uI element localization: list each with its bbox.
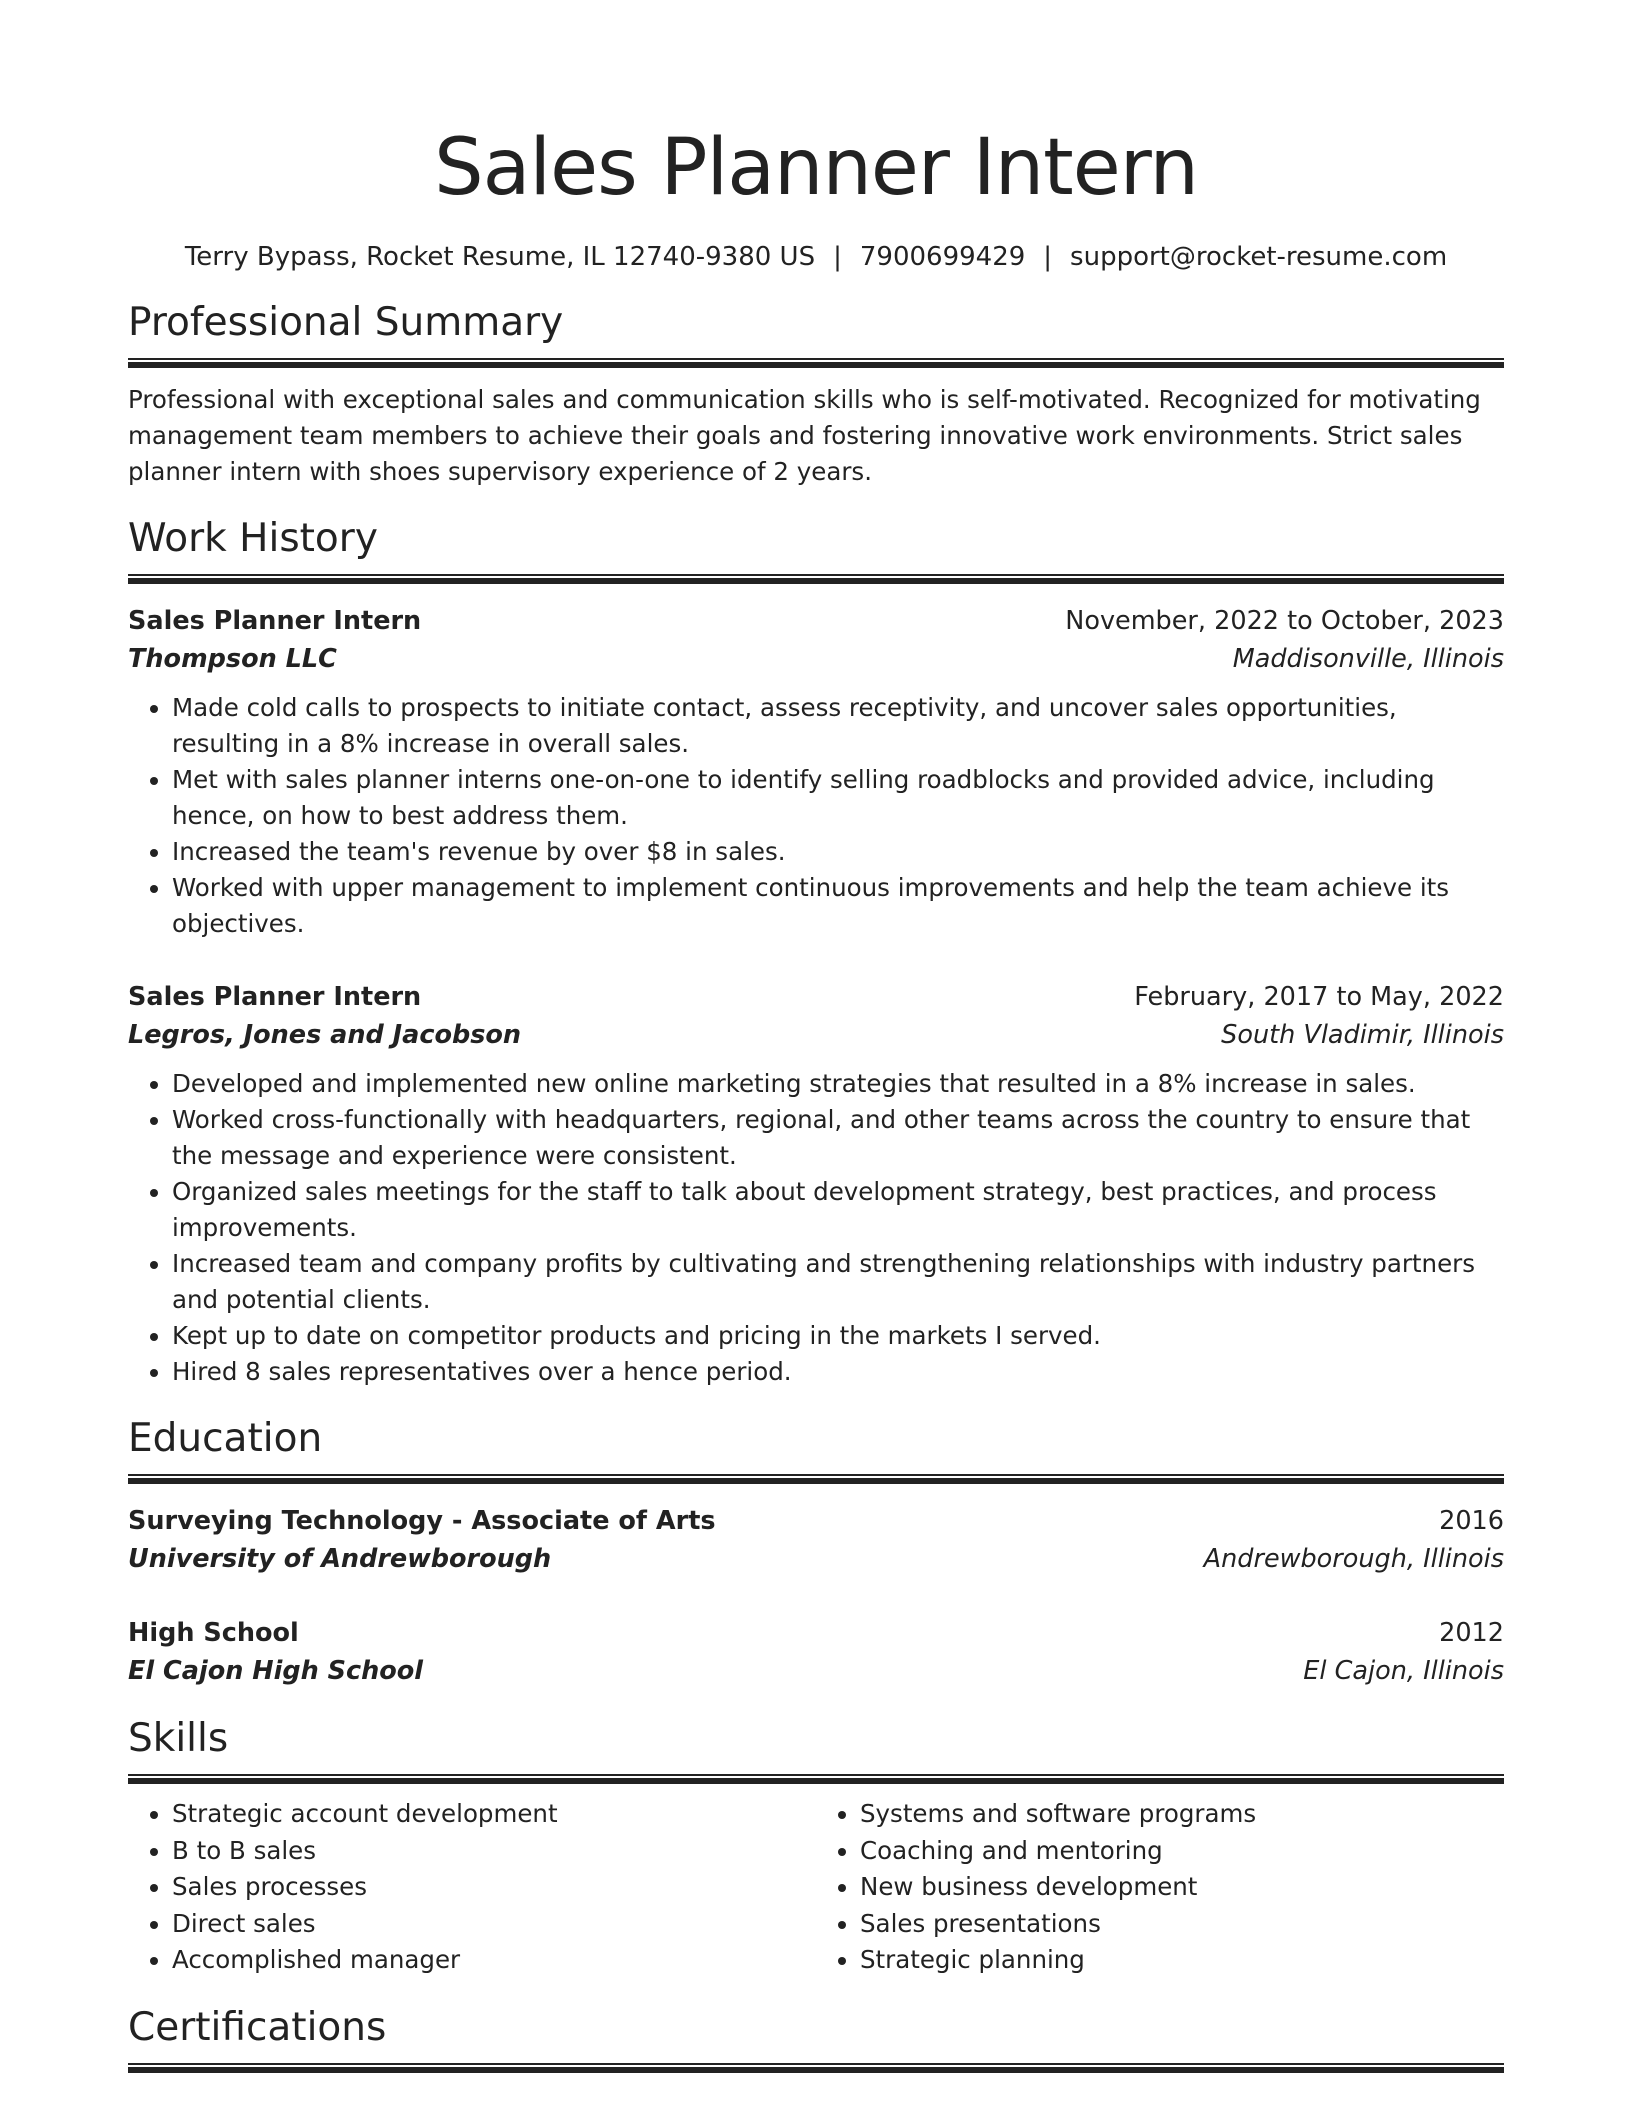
- section-divider: [128, 1774, 1504, 1784]
- contact-email: support@rocket-resume.com: [1070, 242, 1448, 272]
- certifications-section: [128, 1979, 1504, 2073]
- education-entry: [128, 1502, 1504, 1578]
- job-bullet: • Organized sales meetings for the staff to talk about development strategy, best practices, and process improvements.: [172, 1174, 1504, 1246]
- skill-item: • Sales processes: [172, 1869, 816, 1906]
- job-bullet: • Increased team and company profits by cultivating and strengthening relationships with industry partners and potential clients.: [172, 1246, 1504, 1318]
- job-bullet: • Hired 8 sales representatives over a hence period.: [172, 1354, 1504, 1390]
- education-degree: Surveying Technology - Associate of Arts: [128, 1506, 716, 1536]
- skills-columns: [128, 1796, 1504, 1979]
- contact-line: [128, 240, 1504, 274]
- skill-item: • B to B sales: [172, 1833, 816, 1870]
- skill-item: • Coaching and mentoring: [860, 1833, 1504, 1870]
- skill-item: • Strategic planning: [860, 1942, 1504, 1979]
- contact-address: Terry Bypass, Rocket Resume, IL 12740-9380 US: [184, 242, 816, 272]
- section-divider: [128, 574, 1504, 584]
- job-bullet-list: [128, 690, 1504, 942]
- education-school: El Cajon High School: [128, 1656, 424, 1686]
- job-bullet-list: [128, 1066, 1504, 1390]
- job-bullet: • Met with sales planner interns one-on-one to identify selling roadblocks and provided advice, including hence, on how to best address them.: [172, 762, 1504, 834]
- job-dates: February, 2017 to May, 2022: [1134, 982, 1504, 1012]
- job-bullet: • Worked with upper management to implement continuous improvements and help the team achieve its objectives.: [172, 870, 1504, 942]
- skill-item: • Accomplished manager: [172, 1942, 816, 1979]
- skill-item: • Sales presentations: [860, 1906, 1504, 1943]
- skills-heading: Skills: [128, 1716, 229, 1761]
- skill-item: • Strategic account development: [172, 1796, 816, 1833]
- summary-section: [128, 274, 1504, 490]
- education-year: 2016: [1439, 1506, 1504, 1536]
- job-bullet: • Worked cross-functionally with headquarters, regional, and other teams across the country to ensure that the message and experience were consistent.: [172, 1102, 1504, 1174]
- education-location: Andrewborough, Illinois: [1203, 1544, 1504, 1574]
- job-bullet: • Made cold calls to prospects to initiate contact, assess receptivity, and uncover sales opportunities, resulting in a 8% increase in overall sales.: [172, 690, 1504, 762]
- education-entry: [128, 1614, 1504, 1690]
- education-school: University of Andrewborough: [128, 1544, 552, 1574]
- skill-item: • New business development: [860, 1869, 1504, 1906]
- education-section: [128, 1390, 1504, 1690]
- job-entry: [128, 978, 1504, 1390]
- job-title: Sales Planner Intern: [128, 606, 422, 636]
- job-bullet: • Developed and implemented new online marketing strategies that resulted in a 8% increase in sales.: [172, 1066, 1504, 1102]
- section-divider: [128, 1474, 1504, 1484]
- job-bullet: • Kept up to date on competitor products and pricing in the markets I served.: [172, 1318, 1504, 1354]
- contact-separator: |: [833, 242, 842, 272]
- resume-title: Sales Planner Intern: [434, 123, 1198, 213]
- skills-list-right: [816, 1796, 1504, 1979]
- job-location: South Vladimir, Illinois: [1221, 1020, 1504, 1050]
- skills-section: [128, 1690, 1504, 1979]
- job-location: Maddisonville, Illinois: [1232, 644, 1504, 674]
- job-bullet: • Increased the team's revenue by over $8 in sales.: [172, 834, 1504, 870]
- section-divider: [128, 358, 1504, 368]
- work-history-heading: Work History: [128, 516, 378, 561]
- job-entry: [128, 602, 1504, 942]
- summary-text: Professional with exceptional sales and communication skills who is self-motivated. Recognized for motivating management team members to achieve their goals and fostering innovative work environments. Strict sales planner intern with shoes supervisory experience of 2 years.: [128, 385, 1481, 486]
- education-year: 2012: [1439, 1618, 1504, 1648]
- work-history-section: [128, 490, 1504, 1390]
- section-divider: [128, 2063, 1504, 2073]
- summary-heading: Professional Summary: [128, 300, 564, 345]
- job-company: Thompson LLC: [128, 644, 337, 674]
- education-heading: Education: [128, 1416, 323, 1461]
- job-dates: November, 2022 to October, 2023: [1065, 606, 1504, 636]
- contact-separator: |: [1043, 242, 1053, 272]
- skill-item: • Direct sales: [172, 1906, 816, 1943]
- skill-item: • Systems and software programs: [860, 1796, 1504, 1833]
- job-title: Sales Planner Intern: [128, 982, 422, 1012]
- job-company: Legros, Jones and Jacobson: [128, 1020, 522, 1050]
- certifications-heading: Certifications: [128, 2004, 387, 2050]
- education-degree: High School: [128, 1618, 299, 1648]
- contact-phone: 7900699429: [859, 242, 1026, 272]
- skills-list-left: [128, 1796, 816, 1979]
- education-location: El Cajon, Illinois: [1303, 1656, 1504, 1686]
